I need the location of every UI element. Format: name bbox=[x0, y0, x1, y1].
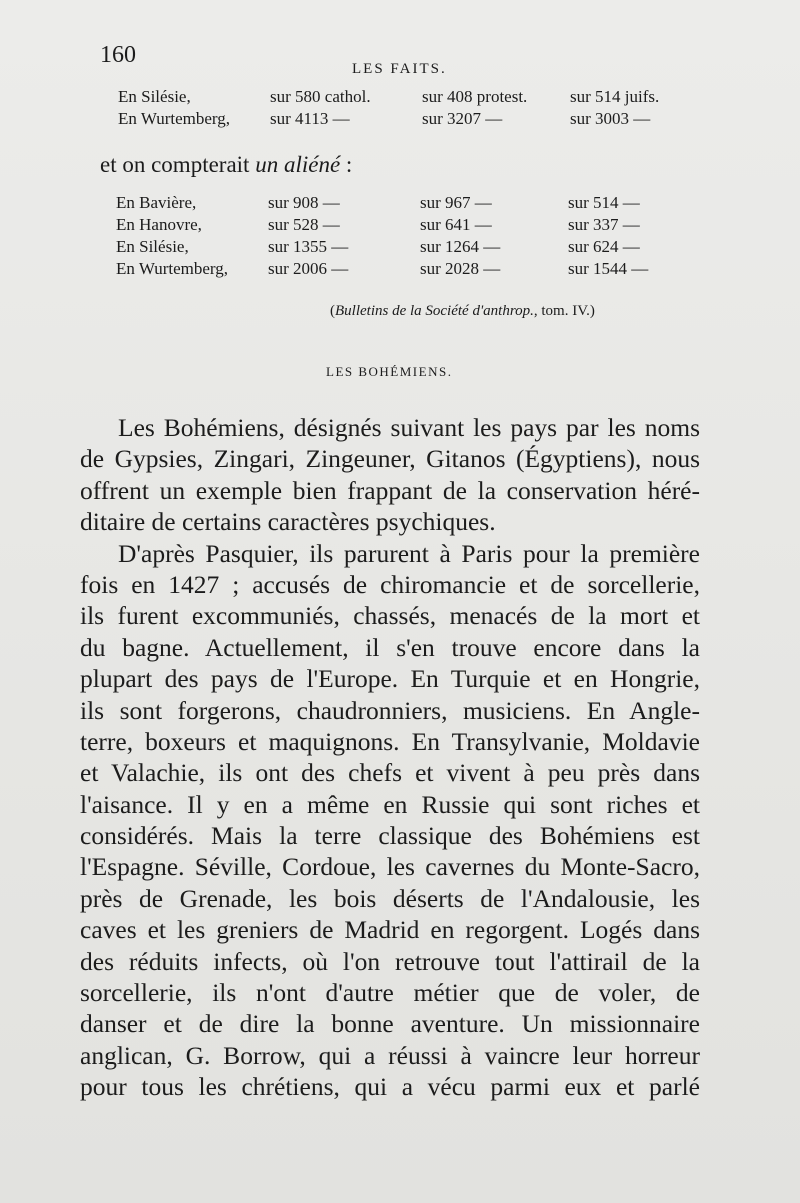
table-cell-catholic: sur 528 — bbox=[268, 215, 340, 234]
text-line: caves et les greniers de Madrid en regorgent. Logés dans bbox=[80, 915, 700, 945]
intro-text-before: et on compterait bbox=[100, 152, 256, 177]
table-cell-place: En Bavière, bbox=[116, 193, 197, 212]
page-number: 160 bbox=[100, 42, 136, 68]
text-line: l'aisance. Il y en a même en Russie qui sont riches et bbox=[80, 789, 700, 819]
text-line: fois en 1427 ; accusés de chiromancie et de sorcellerie, bbox=[80, 569, 700, 599]
table-cell-protestant: sur 2028 — bbox=[420, 259, 501, 278]
citation-open: ( bbox=[330, 303, 335, 319]
citation-title: Bulletins de la Société d'anthrop. bbox=[335, 303, 534, 319]
text-line: du bagne. Actuellement, il s'en trouve encore dans la bbox=[80, 632, 700, 662]
text-line: D'après Pasquier, ils parurent à Paris pour la première bbox=[118, 538, 700, 568]
running-head: LES FAITS. bbox=[352, 61, 447, 77]
text-line: des réduits infects, où l'on retrouve tout l'attirail de la bbox=[80, 946, 700, 976]
text-line: danser et de dire la bonne aventure. Un missionnaire bbox=[80, 1009, 700, 1039]
text-line: offrent un exemple bien frappant de la conservation héré- bbox=[80, 475, 700, 505]
text-line: Les Bohémiens, désignés suivant les pays par les noms bbox=[118, 413, 700, 442]
table-cell-catholic: sur 4113 — bbox=[270, 109, 350, 128]
table-cell-protestant: sur 1264 — bbox=[420, 237, 501, 256]
text-line: ils furent excommuniés, chassés, menacés de la mort et bbox=[80, 601, 700, 631]
text-line: et Valachie, ils ont des chefs et vivent à peu près dans bbox=[80, 758, 700, 788]
table-cell-catholic: sur 2006 — bbox=[268, 259, 349, 278]
text-line: ils sont forgerons, chaudronniers, musiciens. En Angle- bbox=[80, 695, 700, 725]
text-line: près de Grenade, les bois déserts de l'Andalousie, les bbox=[80, 883, 700, 913]
text-line: de Gypsies, Zingari, Zingeuner, Gitanos (Égyptiens), nous bbox=[80, 444, 700, 474]
table-cell-jewish: sur 514 juifs. bbox=[570, 87, 660, 106]
table-cell-protestant: sur 641 — bbox=[420, 215, 492, 234]
source-citation bbox=[330, 303, 595, 320]
body-text bbox=[80, 412, 700, 1103]
table-cell-place: En Hanovre, bbox=[116, 215, 202, 234]
table-cell-place: En Silésie, bbox=[118, 87, 191, 106]
intro-emphasis: un aliéné bbox=[255, 152, 341, 177]
intro-sentence bbox=[100, 152, 352, 178]
table-cell-protestant: sur 967 — bbox=[420, 193, 492, 212]
table-cell-jewish: sur 1544 — bbox=[568, 259, 649, 278]
section-title: LES BOHÉMIENS. bbox=[326, 364, 453, 379]
text-line: sorcellerie, ils n'ont d'autre métier que de voler, de bbox=[80, 978, 700, 1008]
text-line: ditaire de certains caractères psychiques. bbox=[80, 507, 496, 537]
text-line: l'Espagne. Séville, Cordoue, les cavernes du Monte-Sacro, bbox=[80, 852, 700, 882]
table-cell-place: En Wurtemberg, bbox=[118, 109, 230, 128]
intro-text-after: : bbox=[340, 152, 353, 177]
table-cell-jewish: sur 514 — bbox=[568, 193, 640, 212]
table-cell-jewish: sur 3003 — bbox=[570, 109, 651, 128]
table-cell-place: En Silésie, bbox=[116, 237, 189, 256]
citation-volume: , tom. IV.) bbox=[533, 303, 595, 319]
table-cell-jewish: sur 624 — bbox=[568, 237, 640, 256]
table-cell-protestant: sur 3207 — bbox=[422, 109, 503, 128]
table-cell-catholic: sur 908 — bbox=[268, 193, 340, 212]
table-cell-catholic: sur 580 cathol. bbox=[270, 87, 371, 106]
text-line: plupart des pays de l'Europe. En Turquie et en Hongrie, bbox=[80, 664, 700, 694]
table-cell-jewish: sur 337 — bbox=[568, 215, 640, 234]
text-line: pour tous les chrétiens, qui a vécu parmi eux et parlé bbox=[80, 1072, 700, 1102]
table-cell-place: En Wurtemberg, bbox=[116, 259, 228, 278]
table-cell-catholic: sur 1355 — bbox=[268, 237, 349, 256]
text-line: considérés. Mais la terre classique des Bohémiens est bbox=[80, 821, 700, 851]
text-line: anglican, G. Borrow, qui a réussi à vaincre leur horreur bbox=[80, 1040, 700, 1070]
text-line: terre, boxeurs et maquignons. En Transylvanie, Moldavie bbox=[80, 726, 700, 756]
table-cell-protestant: sur 408 protest. bbox=[422, 87, 528, 106]
